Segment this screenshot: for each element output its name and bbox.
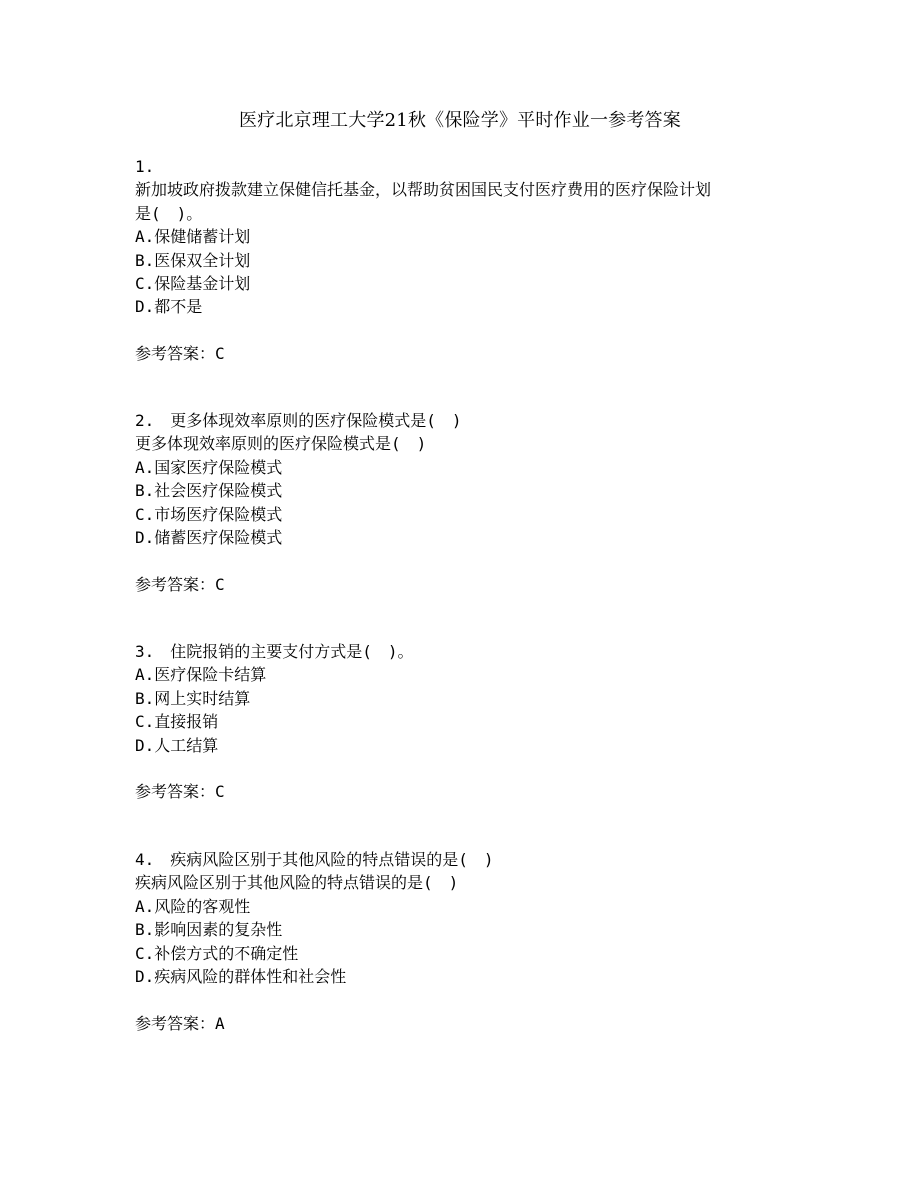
question-text-line: 疾病风险区别于其他风险的特点错误的是( ) (135, 873, 459, 893)
question-text-line: 4. 疾病风险区别于其他风险的特点错误的是( ) (135, 850, 494, 869)
option-d: D.都不是 (135, 297, 203, 317)
option-c: C.补偿方式的不确定性 (135, 943, 299, 963)
question-text-line: 2. 更多体现效率原则的医疗保险模式是( ) (135, 411, 462, 430)
question-2 (135, 409, 795, 596)
option-a: A.国家医疗保险模式 (135, 457, 283, 477)
option-c: C.市场医疗保险模式 (135, 504, 283, 524)
document-title: 医疗北京理工大学21秋《保险学》平时作业一参考答案 (239, 110, 681, 131)
answer-line: 参考答案：A (135, 1013, 225, 1033)
answer-line: 参考答案：C (135, 574, 225, 594)
option-c: C.直接报销 (135, 712, 219, 732)
option-d: D.储蓄医疗保险模式 (135, 527, 283, 547)
option-c: C.保险基金计划 (135, 273, 251, 293)
question-text-line: 是( )。 (135, 203, 203, 223)
option-d: D.疾病风险的群体性和社会性 (135, 966, 347, 986)
option-a: A.医疗保险卡结算 (135, 665, 267, 685)
option-b: B.社会医疗保险模式 (135, 481, 283, 501)
option-a: A.风险的客观性 (135, 896, 251, 916)
question-text-line: 更多体现效率原则的医疗保险模式是( ) (135, 434, 427, 454)
answer-line: 参考答案：C (135, 344, 225, 364)
question-text-line: 新加坡政府拨款建立保健信托基金，以帮助贫困国民支付医疗费用的医疗保险计划 (135, 180, 712, 200)
option-d: D.人工结算 (135, 735, 219, 755)
question-text-line: 3. 住院报销的主要支付方式是( )。 (135, 642, 414, 661)
question-text-line: 1. (135, 157, 155, 176)
option-b: B.医保双全计划 (135, 250, 251, 270)
option-a: A.保健储蓄计划 (135, 227, 251, 247)
question-4 (135, 848, 795, 1035)
question-1 (135, 155, 795, 366)
option-b: B.网上实时结算 (135, 688, 251, 708)
answer-line: 参考答案：C (135, 782, 225, 802)
option-b: B.影响因素的复杂性 (135, 920, 283, 940)
question-3 (135, 640, 795, 804)
